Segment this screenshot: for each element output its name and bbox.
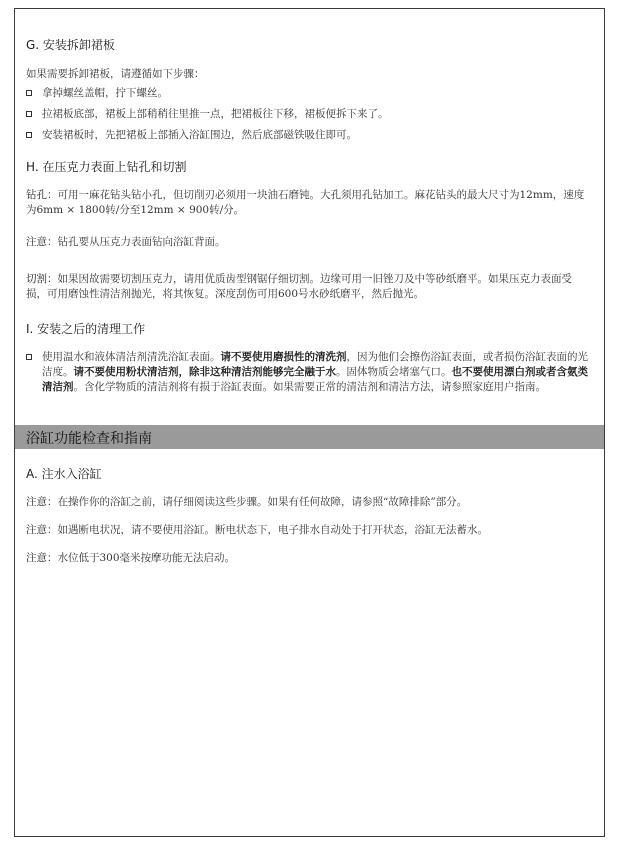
list-item: 安装裙板时，先把裙板上部插入浴缸围边，然后底部磁铁吸住即可。 [26,128,592,143]
cut-label: 切割 [26,273,47,285]
cut-paragraph: 切割：如果因故需要切割压克力，请用优质齿型钢锯仔细切割。边缘可用一旧锉刀及中等砂纸磨平。如果压克力表面受损，可用磨蚀性清洁剂抛光，将其恢复。深度刮伤可用600号水砂纸磨平，然后抛光。 [26,273,572,300]
list-item: 拿掉螺丝盖帽，拧下螺丝。 [26,86,592,101]
note-paragraph: 注意：水位低于300毫米按摩功能无法启动。 [26,552,236,564]
section-a-heading: A. 注水入浴缸 [26,467,102,481]
section-g-heading: G. 安装拆卸裙板 [26,38,115,52]
section-g-intro: 如果需要拆卸裙板，请遵循如下步骤： [26,68,205,80]
section-banner [15,425,604,449]
note-label: 注意 [26,236,47,248]
checkbox-bullet-icon [26,111,32,117]
cleaning-paragraph: 使用温水和液体清洁剂清洗浴缸表面。请不要使用磨损性的清洗剂，因为他们会擦伤浴缸表面，或者损伤浴缸表面的光洁度。请不要使用粉状清洁剂，除非这种清洁剂能够完全融于水。固体物质会堵塞气口。也不要使用漂白剂或者含氨类清洁剂。含化学物质的清洁剂将有损于浴缸表面。如果需要正常的清洁剂和清洁方法，请参照家庭用户指南。 [26,350,592,395]
section-i-heading: I. 安装之后的清理工作 [26,322,146,336]
section-h-heading: H. 在压克力表面上钻孔和切割 [26,160,187,174]
list-item: 拉裙板底部，裙板上部稍稍往里推一点，把裙板往下移，裙板便拆下来了。 [26,107,592,122]
checkbox-bullet-icon [26,354,32,360]
checkbox-bullet-icon [26,90,32,96]
drill-note: 注意：钻孔要从压克力表面钻向浴缸背面。 [26,236,226,248]
drill-label: 钻孔 [26,189,47,201]
drill-paragraph: 钻孔：可用一麻花钻头钻小孔，但切削刃必须用一块油石磨钝。大孔须用孔钻加工。麻花钻头的最大尺寸为12mm，速度为6mm × 1800转/分至12mm × 900转/分。 [26,189,585,216]
banner-title: 浴缸功能检查和指南 [26,431,152,447]
checkbox-bullet-icon [26,132,32,138]
note-paragraph: 注意：如遇断电状况，请不要使用浴缸。断电状态下，电子排水自动处于打开状态，浴缸无法蓄水。 [26,524,488,536]
note-paragraph: 注意：在操作你的浴缸之前，请仔细阅读这些步骤。如果有任何故障，请参照“故障排除”部分。 [26,496,468,508]
